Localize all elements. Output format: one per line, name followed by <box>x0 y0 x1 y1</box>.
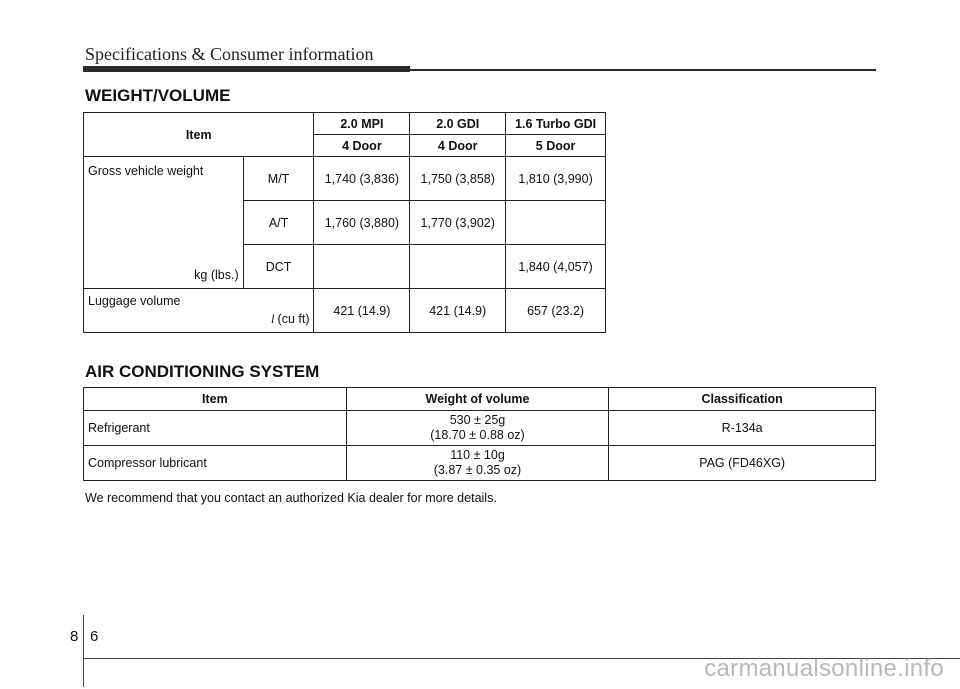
body-header: 4 Door <box>314 135 410 157</box>
ac-weight <box>346 411 609 446</box>
table-row <box>84 446 876 481</box>
ac-weight-metric: 110 ± 10g <box>450 448 505 462</box>
volume-value: 421 (14.9) <box>314 289 410 333</box>
ac-classification: R-134a <box>609 411 876 446</box>
ac-weight-imperial: (18.70 ± 0.88 oz) <box>430 428 525 442</box>
transmission-cell: DCT <box>243 245 314 289</box>
weight-value <box>410 245 506 289</box>
ac-item: Refrigerant <box>84 411 347 446</box>
gross-weight-label: Gross vehicle weight <box>88 164 204 178</box>
header-rule-thick <box>83 66 410 72</box>
chapter-number: 8 <box>70 628 79 645</box>
weight-volume-table <box>83 112 606 333</box>
engine-header: 1.6 Turbo GDI <box>506 113 606 135</box>
luggage-label-cell <box>84 289 314 333</box>
table-row <box>84 411 876 446</box>
engine-header: 2.0 GDI <box>410 113 506 135</box>
header-rule-thin <box>410 69 876 71</box>
item-header: Item <box>84 388 347 411</box>
volume-value: 657 (23.2) <box>506 289 606 333</box>
luggage-label: Luggage volume <box>88 294 181 308</box>
table-row <box>84 289 606 333</box>
volume-value: 421 (14.9) <box>410 289 506 333</box>
header-title: Specifications & Consumer information <box>85 44 374 64</box>
weight-header: Weight of volume <box>346 388 609 411</box>
weight-value: 1,760 (3,880) <box>314 201 410 245</box>
footer-vertical-rule <box>83 615 84 687</box>
gross-weight-label-cell <box>84 157 244 289</box>
table-header-row <box>84 388 876 411</box>
liter-symbol: l <box>271 312 275 326</box>
engine-header: 2.0 MPI <box>314 113 410 135</box>
item-header: Item <box>84 113 314 157</box>
body-header: 4 Door <box>410 135 506 157</box>
weight-value: 1,810 (3,990) <box>506 157 606 201</box>
gross-weight-unit: kg (lbs.) <box>194 268 239 282</box>
weight-value: 1,740 (3,836) <box>314 157 410 201</box>
ac-classification: PAG (FD46XG) <box>609 446 876 481</box>
weight-volume-title: WEIGHT/VOLUME <box>85 86 231 105</box>
body-header: 5 Door <box>506 135 606 157</box>
weight-value: 1,770 (3,902) <box>410 201 506 245</box>
classification-header: Classification <box>609 388 876 411</box>
table-row <box>84 157 606 201</box>
ac-weight-imperial: (3.87 ± 0.35 oz) <box>433 463 522 477</box>
luggage-unit-text: (cu ft) <box>277 312 310 326</box>
table-header-row <box>84 113 606 135</box>
dealer-note: We recommend that you contact an authorized Kia dealer for more details. <box>85 491 497 505</box>
weight-value: 1,840 (4,057) <box>506 245 606 289</box>
air-conditioning-title: AIR CONDITIONING SYSTEM <box>85 362 320 381</box>
ac-weight-metric: 530 ± 25g <box>449 413 506 427</box>
luggage-unit <box>88 312 309 327</box>
watermark: carmanualsonline.info <box>704 655 944 682</box>
transmission-cell: M/T <box>243 157 314 201</box>
weight-value: 1,750 (3,858) <box>410 157 506 201</box>
ac-item: Compressor lubricant <box>84 446 347 481</box>
transmission-cell: A/T <box>243 201 314 245</box>
ac-weight <box>346 446 609 481</box>
page-number: 6 <box>90 628 99 645</box>
air-conditioning-table <box>83 387 876 481</box>
weight-value <box>506 201 606 245</box>
weight-value <box>314 245 410 289</box>
